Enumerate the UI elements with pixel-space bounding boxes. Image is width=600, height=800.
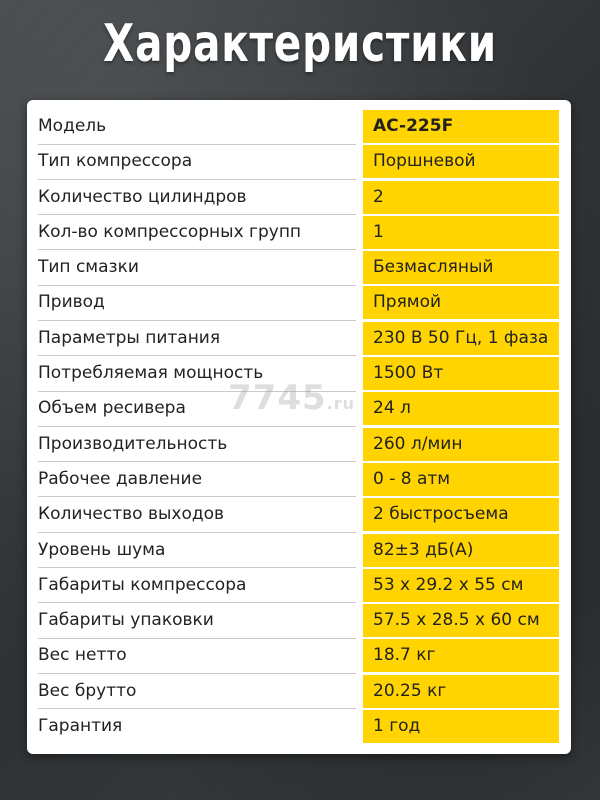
spec-row-working-pressure: [27, 463, 571, 498]
spec-label: Параметры питания: [38, 327, 221, 348]
spec-value: 260 л/мин: [363, 428, 559, 461]
spec-row-compressor-type: [27, 145, 571, 180]
spec-row-gross-weight: [27, 675, 571, 710]
spec-row-outlets: [27, 498, 571, 533]
spec-label: Рабочее давление: [38, 468, 203, 489]
spec-row-drive: [27, 286, 571, 321]
spec-label: Габариты упаковки: [38, 610, 214, 631]
spec-value: 24 л: [363, 392, 559, 425]
spec-row-noise-level: [27, 534, 571, 569]
specs-table: [27, 100, 571, 754]
spec-label: Кол-во компрессорных групп: [38, 221, 302, 242]
spec-label: Производительность: [38, 433, 228, 454]
spec-row-cylinders: [27, 181, 571, 216]
watermark-main: 7745: [228, 378, 327, 418]
spec-row-warranty: [27, 710, 571, 745]
spec-value: Поршневой: [363, 145, 559, 178]
spec-label: Тип компрессора: [38, 151, 193, 172]
spec-value: 230 В 50 Гц, 1 фаза: [363, 322, 559, 355]
spec-row-package-dimensions: [27, 604, 571, 639]
spec-label: Объем ресивера: [38, 398, 186, 419]
spec-value: 18.7 кг: [363, 639, 559, 672]
spec-row-capacity: [27, 428, 571, 463]
spec-label: Количество выходов: [38, 504, 225, 525]
spec-label: Привод: [38, 292, 105, 313]
spec-value: 1: [363, 216, 559, 249]
spec-row-compressor-groups: [27, 216, 571, 251]
spec-value: 2 быстросъема: [363, 498, 559, 531]
spec-row-power-consumption: [27, 357, 571, 392]
spec-label: Уровень шума: [38, 539, 166, 560]
spec-label: Габариты компрессора: [38, 574, 247, 595]
spec-value: 82±3 дБ(А): [363, 534, 559, 567]
spec-value: 53 х 29.2 х 55 см: [363, 569, 559, 602]
spec-value: Прямой: [363, 286, 559, 319]
spec-value: 1500 Вт: [363, 357, 559, 390]
spec-row-model: [27, 110, 571, 145]
spec-value: 57.5 х 28.5 х 60 см: [363, 604, 559, 637]
specs-rows: [27, 110, 571, 745]
spec-value: 20.25 кг: [363, 675, 559, 708]
watermark-suffix: .ru: [326, 394, 355, 413]
spec-label: Модель: [38, 116, 107, 136]
spec-value: Безмасляный: [363, 251, 559, 284]
spec-value: 0 - 8 атм: [363, 463, 559, 496]
spec-row-net-weight: [27, 639, 571, 674]
spec-row-receiver-volume: [27, 392, 571, 427]
spec-row-power-supply: [27, 322, 571, 357]
spec-label: Вес нетто: [38, 645, 127, 666]
spec-value: 1 год: [363, 710, 559, 743]
spec-label: Потребляемая мощность: [38, 363, 264, 384]
spec-label: Вес брутто: [38, 680, 137, 701]
spec-value: 2: [363, 181, 559, 214]
spec-label: Гарантия: [38, 716, 123, 737]
spec-row-compressor-dimensions: [27, 569, 571, 604]
spec-label: Количество цилиндров: [38, 186, 247, 207]
spec-row-lubrication: [27, 251, 571, 286]
spec-label: Тип смазки: [38, 257, 139, 278]
page-title: Характеристики: [103, 14, 497, 74]
spec-value: AC-225F: [363, 110, 559, 143]
